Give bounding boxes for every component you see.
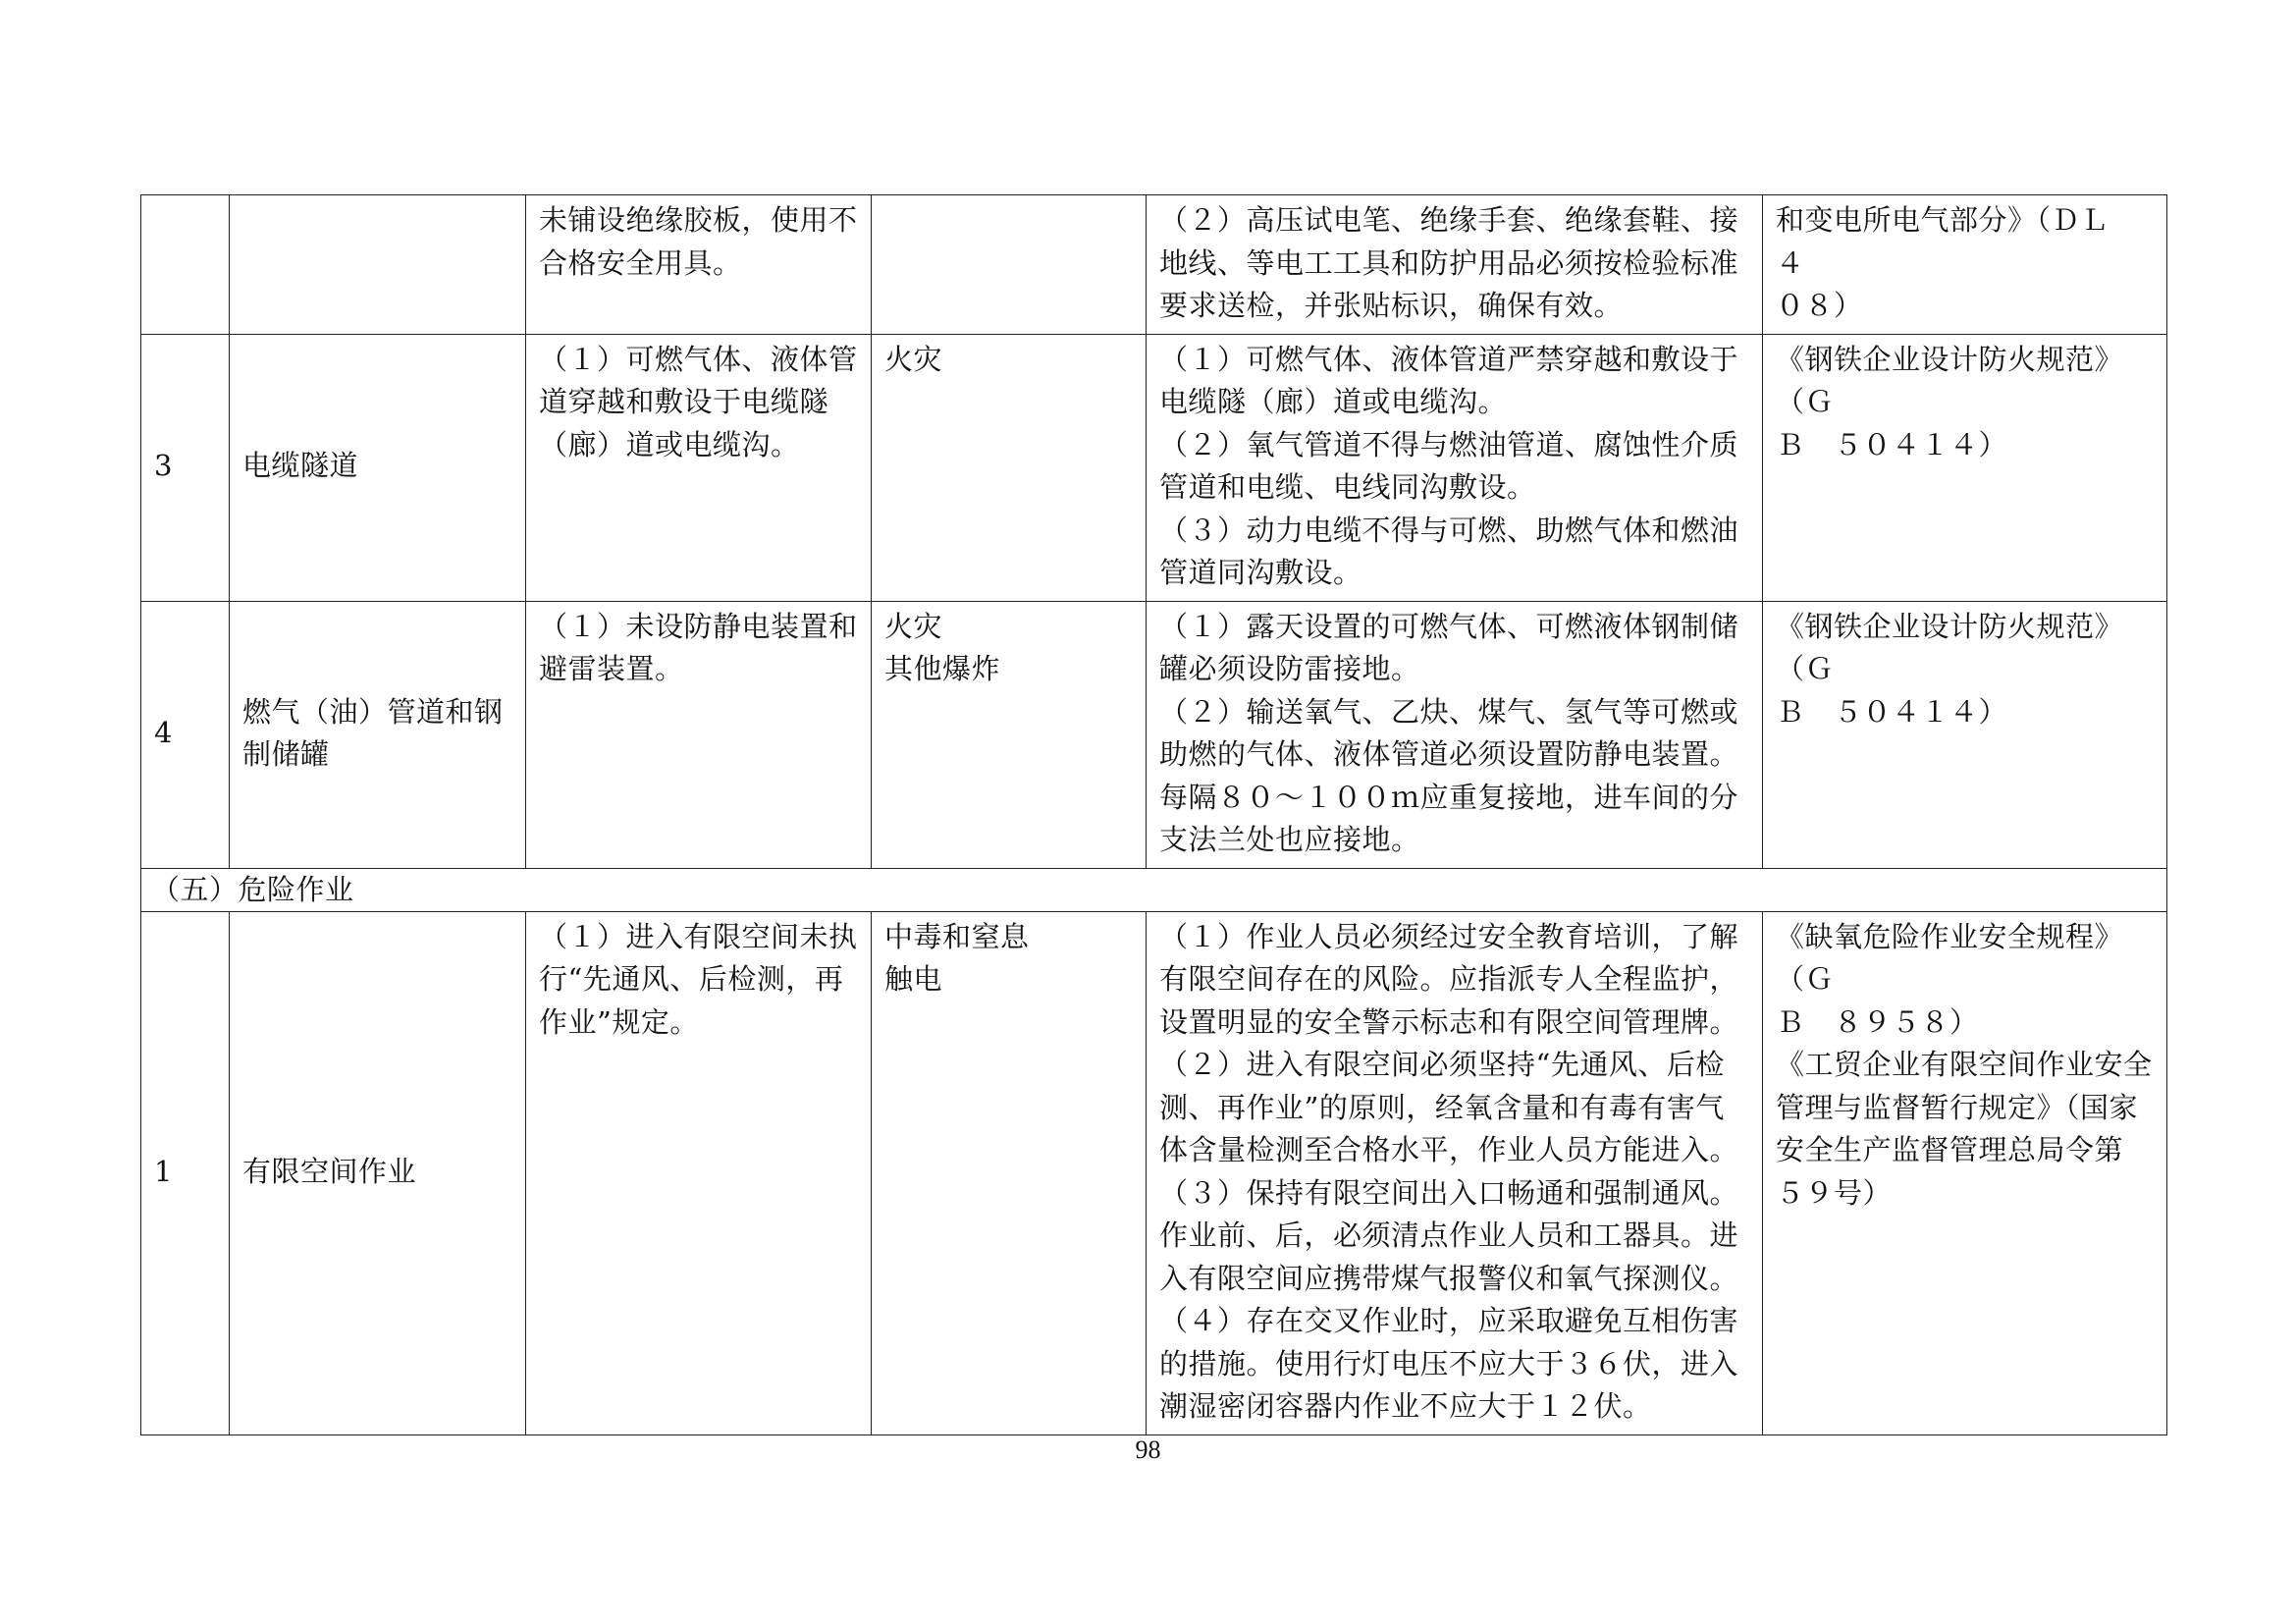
hazard-text: （１）进入有限空间未执	[539, 919, 858, 953]
hazard-cell	[526, 195, 872, 335]
measure-text: 管道和电缆、电线同沟敷设。	[1159, 470, 1536, 504]
basis-text: Ｂ ８９５８）	[1776, 1004, 1979, 1039]
measure-text: 潮湿密闭容器内作业不应大于１２伏。	[1159, 1389, 1652, 1423]
measure-text: 体含量检测至合格水平，作业人员方能进入。	[1159, 1133, 1739, 1166]
section-row	[141, 868, 2167, 911]
measure-text: 测、再作业”的原则，经氧含量和有毒有害气	[1159, 1090, 1725, 1124]
no-cell: 3	[141, 334, 230, 601]
basis-text: 安全生产监督管理总局令第	[1776, 1133, 2124, 1166]
table-row	[141, 195, 2167, 335]
measure-text: （２）进入有限空间必须坚持“先通风、后检	[1159, 1048, 1725, 1081]
page-number: 98	[1135, 1435, 1161, 1464]
measure-text: （２）输送氧气、乙炔、煤气、氢气等可燃或	[1159, 694, 1739, 729]
measure-cell	[1147, 911, 1763, 1435]
measure-text: 的措施。使用行灯电压不应大于３６伏，进入	[1159, 1346, 1739, 1380]
table-row	[141, 601, 2167, 868]
measure-text: 支法兰处也应接地。	[1159, 823, 1420, 856]
hazard-text: 作业”规定。	[539, 1004, 699, 1039]
location-text: 燃气（油）管道和钢	[242, 694, 504, 729]
location-cell	[230, 195, 526, 335]
hazard-cell	[526, 911, 872, 1435]
accident-cell	[872, 195, 1147, 335]
no-cell	[141, 195, 230, 335]
table-row	[141, 911, 2167, 1435]
hazard-text: 合格安全用具。	[539, 245, 742, 280]
hazard-cell	[526, 334, 872, 601]
regulation-table	[140, 194, 2167, 1435]
measure-text: （１）露天设置的可燃气体、可燃液体钢制储	[1159, 609, 1739, 643]
no-cell: 4	[141, 601, 230, 868]
basis-cell	[1763, 334, 2167, 601]
hazard-text: 避雷装置。	[539, 652, 684, 685]
basis-text: 《钢铁企业设计防火规范》（Ｇ	[1776, 609, 2124, 685]
accident-cell	[872, 911, 1147, 1435]
section-title: （五）危险作业	[141, 868, 2167, 911]
measure-text: 每隔８０～１００ｍ应重复接地，进车间的分	[1159, 780, 1739, 814]
basis-text: Ｂ ５０４１４）	[1776, 427, 2008, 461]
measure-text: 入有限空间应携带煤气报警仪和氧气探测仪。	[1159, 1261, 1739, 1295]
measure-text: 设置明显的安全警示标志和有限空间管理牌。	[1159, 1004, 1739, 1039]
hazard-text: 行“先通风、后检测，再	[539, 962, 844, 996]
hazard-text: （１）未设防静电装置和	[539, 609, 858, 643]
measure-text: （２）高压试电笔、绝缘手套、绝缘套鞋、接	[1159, 203, 1739, 237]
location-cell: 电缆隧道	[230, 334, 526, 601]
measure-text: （２）氧气管道不得与燃油管道、腐蚀性介质	[1159, 427, 1739, 461]
measure-text: 作业前、后，必须清点作业人员和工器具。进	[1159, 1218, 1739, 1252]
measure-cell	[1147, 334, 1763, 601]
measure-text: 地线、等电工工具和防护用品必须按检验标准	[1159, 245, 1739, 280]
measure-text: 罐必须设防雷接地。	[1159, 652, 1420, 685]
basis-text: 管理与监督暂行规定》（国家	[1776, 1090, 2139, 1124]
measure-text: 助燃的气体、液体管道必须设置防静电装置。	[1159, 737, 1739, 771]
measure-text: 电缆隧（廊）道或电缆沟。	[1159, 385, 1508, 418]
measure-text: （４）存在交叉作业时，应采取避免互相伤害	[1159, 1304, 1739, 1337]
measure-text: 要求送检，并张贴标识，确保有效。	[1159, 289, 1624, 322]
measure-cell	[1147, 195, 1763, 335]
accident-text: 中毒和窒息	[884, 919, 1030, 953]
location-cell	[230, 601, 526, 868]
basis-text: 《钢铁企业设计防火规范》（Ｇ	[1776, 342, 2124, 418]
basis-text: 和变电所电气部分》（ＤＬ ４	[1776, 203, 2139, 280]
measure-text: （１）可燃气体、液体管道严禁穿越和敷设于	[1159, 342, 1739, 376]
table-row	[141, 334, 2167, 601]
accident-text: 火灾	[884, 342, 943, 376]
hazard-text: 未铺设绝缘胶板，使用不	[539, 203, 858, 237]
basis-text: ５９号）	[1776, 1175, 1893, 1210]
measure-text: （１）作业人员必须经过安全教育培训，了解	[1159, 919, 1739, 953]
hazard-text: （１）可燃气体、液体管	[539, 342, 858, 376]
measure-cell	[1147, 601, 1763, 868]
measure-text: （３）保持有限空间出入口畅通和强制通风。	[1159, 1175, 1739, 1210]
measure-text: （３）动力电缆不得与可燃、助燃气体和燃油	[1159, 513, 1739, 547]
basis-text: 《缺氧危险作业安全规程》（Ｇ	[1776, 919, 2124, 996]
basis-cell	[1763, 601, 2167, 868]
hazard-cell	[526, 601, 872, 868]
measure-text: 管道同沟敷设。	[1159, 556, 1362, 589]
location-cell: 有限空间作业	[230, 911, 526, 1435]
basis-text: 《工贸企业有限空间作业安全	[1776, 1048, 2153, 1081]
accident-text: 火灾	[884, 609, 943, 643]
basis-text: Ｂ ５０４１４）	[1776, 694, 2008, 729]
measure-text: 有限空间存在的风险。应指派专人全程监护，	[1159, 962, 1739, 996]
hazard-text: 道穿越和敷设于电缆隧	[539, 385, 829, 418]
accident-text: 触电	[884, 962, 943, 996]
basis-cell	[1763, 195, 2167, 335]
accident-cell	[872, 601, 1147, 868]
basis-text: ０８）	[1776, 289, 1863, 322]
location-text: 制储罐	[242, 737, 330, 771]
no-cell: 1	[141, 911, 230, 1435]
accident-cell	[872, 334, 1147, 601]
hazard-text: （廊）道或电缆沟。	[539, 427, 800, 461]
basis-cell	[1763, 911, 2167, 1435]
accident-text: 其他爆炸	[884, 652, 1001, 685]
